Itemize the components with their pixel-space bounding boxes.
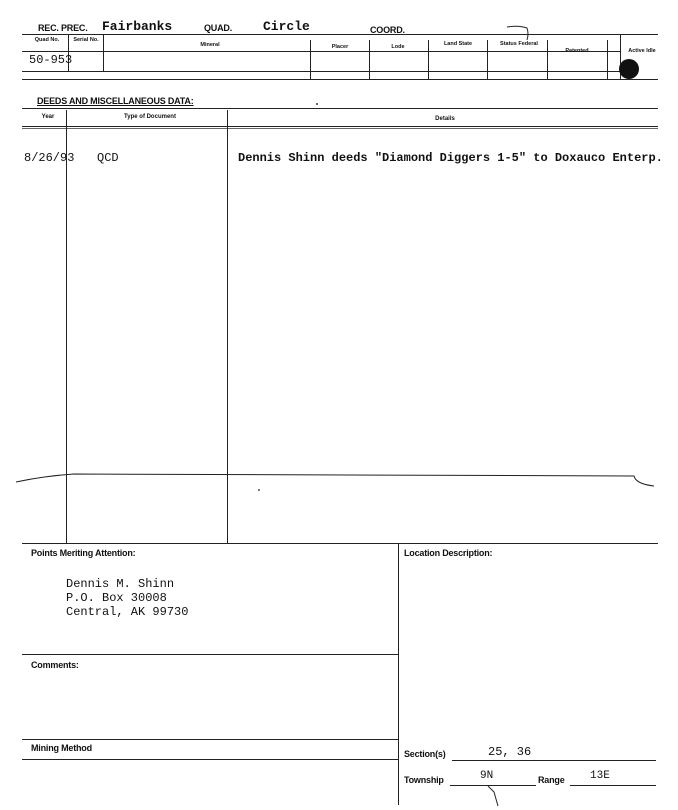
pen-tick: [486, 784, 506, 808]
header-div-5: [428, 40, 429, 79]
active-dot: [619, 59, 639, 79]
col-year: Year: [41, 114, 55, 120]
deed-year: 8/26/93: [24, 151, 75, 165]
col-patented: Patented: [565, 48, 589, 54]
lower-center-divider: [398, 543, 399, 805]
quad-value: Circle: [263, 19, 310, 34]
points-line-1: Dennis M. Shinn: [66, 577, 175, 591]
header-col-line: [22, 51, 620, 52]
comments-top-line: [22, 654, 398, 655]
header-div-4: [369, 40, 370, 79]
dot-mark-2: [258, 489, 260, 491]
township-label: Township: [404, 775, 444, 785]
range-value: 13E: [590, 770, 610, 782]
deeds-col-line: [22, 126, 658, 127]
points-line-2: P.O. Box 30008: [66, 591, 167, 605]
quad-label: QUAD.: [204, 23, 232, 33]
header-div-8: [607, 40, 608, 79]
col-placer: Placer: [331, 44, 349, 50]
dot-mark: [316, 103, 318, 105]
col-quad-no: Quad No.: [34, 37, 60, 43]
comments-label: Comments:: [31, 660, 79, 670]
col-mineral: Mineral: [200, 42, 220, 48]
rec-prec-label: REC. PREC.: [38, 23, 88, 33]
header-bottom-line-2: [22, 79, 658, 80]
range-label: Range: [538, 775, 565, 785]
sections-value: 25, 36: [488, 745, 532, 759]
col-status-federal: Status Federal: [500, 41, 538, 47]
header-div-2: [103, 34, 104, 71]
coord-label: COORD.: [370, 25, 405, 35]
col-land-state: Land State: [443, 41, 473, 47]
header-div-7: [547, 40, 548, 79]
quad-serial-value: 50-953: [29, 53, 73, 67]
deeds-bottom-line: [22, 543, 658, 544]
header-div-3: [310, 40, 311, 79]
col-serial-no: Serial No.: [73, 37, 99, 43]
points-line-3: Central, AK 99730: [66, 605, 189, 619]
deed-details: Dennis Shinn deeds "Diamond Diggers 1-5" to Doxauco Enterp.: [238, 151, 663, 165]
header-div-6: [487, 40, 488, 79]
header-bottom-line: [22, 71, 620, 72]
mining-line: [22, 759, 398, 760]
deeds-col-line-2: [22, 128, 658, 129]
mining-label: Mining Method: [31, 743, 92, 753]
range-underline: [570, 785, 656, 786]
active-dot-mark: [637, 56, 644, 63]
col-lode: Lode: [391, 44, 405, 50]
deeds-title: DEEDS AND MISCELLANEOUS DATA:: [37, 96, 194, 106]
col-details: Details: [435, 116, 455, 122]
sections-underline: [452, 760, 656, 761]
deeds-top-line: [22, 108, 658, 109]
rec-prec-value: Fairbanks: [102, 19, 173, 34]
township-value: 9N: [480, 770, 494, 782]
points-label: Points Meriting Attention:: [31, 548, 136, 558]
sections-label: Section(s): [404, 749, 446, 759]
mining-top-line: [22, 739, 398, 740]
deed-type: QCD: [97, 151, 119, 165]
header-top-line: [22, 34, 658, 35]
location-label: Location Description:: [404, 548, 493, 558]
col-type: Type of Document: [124, 114, 176, 120]
pen-line: [14, 470, 664, 494]
col-active-idle: Active Idle: [628, 48, 656, 54]
